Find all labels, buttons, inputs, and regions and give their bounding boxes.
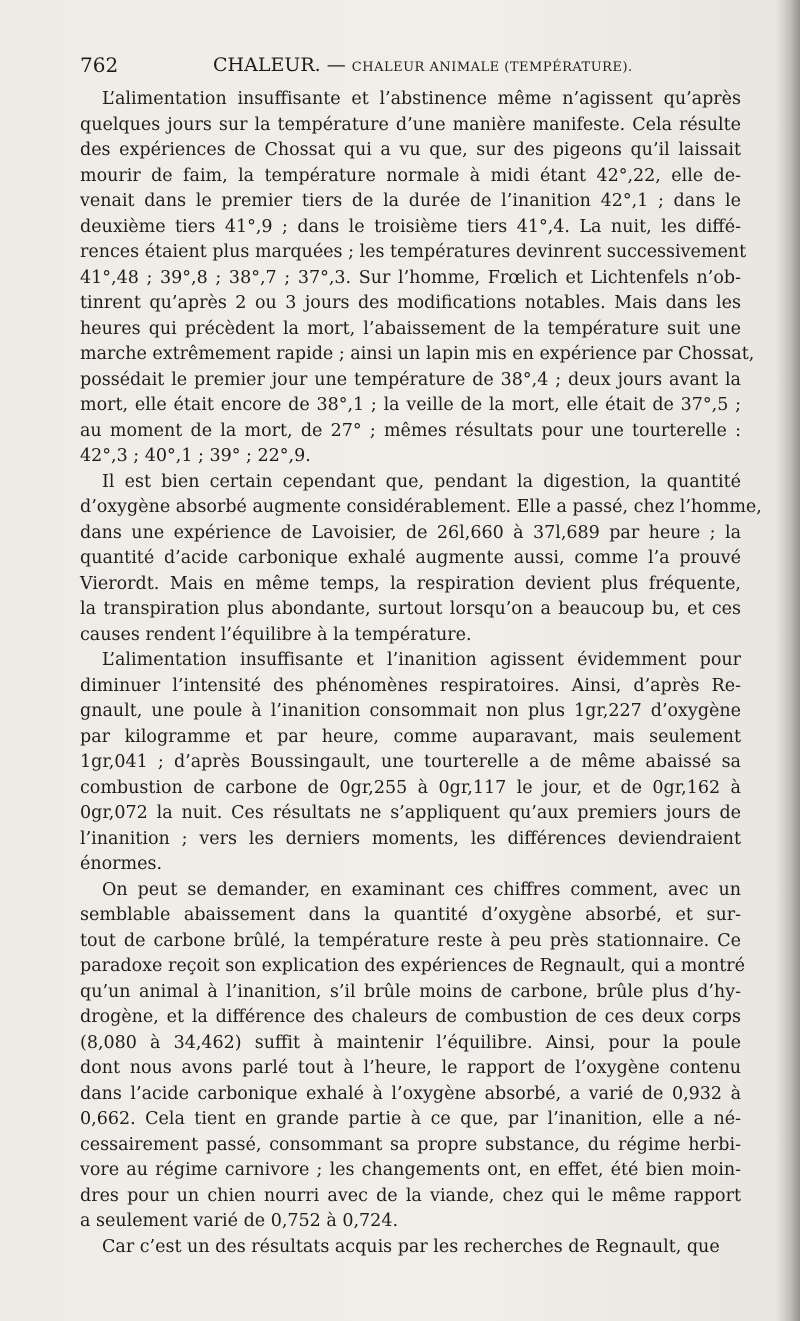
text-line: tout de carbone brûlé, la température reste à peu près stationnaire. Ce xyxy=(80,930,741,951)
text-line: Vierordt. Mais en même temps, la respiration devient plus fréquente, xyxy=(80,573,741,594)
text-line: 42°,3 ; 40°,1 ; 39° ; 22°,9. xyxy=(80,446,311,466)
text-line: quantité d’acide carbonique exhalé augmente aussi, comme l’a prouvé xyxy=(80,548,741,568)
text-line: (8,080 à 34,462) suffit à maintenir l’équilibre. Ainsi, pour la poule xyxy=(80,1032,741,1053)
page-header xyxy=(80,50,740,80)
text-line: cessairement passé, consommant sa propre substance, du régime herbi- xyxy=(80,1134,741,1155)
text-line: diminuer l’intensité des phénomènes respiratoires. Ainsi, d’après Re- xyxy=(80,675,741,696)
text-line: par kilogramme et par heure, comme auparavant, mais seulement xyxy=(80,726,741,747)
text-line: L’alimentation insuffisante et l’abstinence même n’agissent qu’après xyxy=(102,89,741,109)
text-line: Car c’est un des résultats acquis par les recherches de Regnault, que xyxy=(102,1236,720,1257)
page-edge-shadow xyxy=(776,0,800,1321)
text-line: tinrent qu’après 2 ou 3 jours des modifications notables. Mais dans les xyxy=(80,293,741,313)
text-line: semblable abaissement dans la quantité d’oxygène absorbé, et sur- xyxy=(80,905,741,925)
page-number: 762 xyxy=(80,53,119,77)
text-line: combustion de carbone de 0gr,255 à 0gr,117 le jour, et de 0gr,162 à xyxy=(80,777,741,798)
text-line: vore au régime carnivore ; les changements ont, en effet, été bien moin- xyxy=(80,1160,741,1180)
text-line: la transpiration plus abondante, surtout lorsqu’on a beaucoup bu, et ces xyxy=(80,599,741,619)
text-line: l’inanition ; vers les derniers moments, les différences deviendraient xyxy=(80,828,741,849)
text-line: venait dans le premier tiers de la durée de l’inanition 42°,1 ; dans le xyxy=(80,191,741,211)
text-line: marche extrêmement rapide ; ainsi un lapin mis en expérience par Chossat, xyxy=(80,344,755,364)
text-line: deuxième tiers 41°,9 ; dans le troisième tiers 41°,4. La nuit, les diffé- xyxy=(80,216,741,237)
text-line: d’oxygène absorbé augmente considérablement. Elle a passé, chez l’homme, xyxy=(80,497,762,517)
paragraph xyxy=(80,648,741,878)
paragraph xyxy=(80,470,762,649)
text-line: paradoxe reçoit son explication des expériences de Regnault, qui a montré xyxy=(80,956,745,976)
text-line: 41°,48 ; 39°,8 ; 38°,7 ; 37°,3. Sur l’homme, Frœlich et Lichtenfels n’ob- xyxy=(80,267,741,288)
text-line: au moment de la mort, de 27° ; mêmes résultats pour une tourterelle : xyxy=(80,420,741,441)
running-head-title: CHALEUR. xyxy=(213,54,321,76)
text-line: On peut se demander, en examinant ces chiffres comment, avec un xyxy=(102,879,741,900)
text-line: quelques jours sur la température d’une manière manifeste. Cela résulte xyxy=(80,114,741,135)
text-line: L’alimentation insuffisante et l’inanition agissent évidemment pour xyxy=(102,650,741,670)
text-line: dans l’acide carbonique exhalé à l’oxygène absorbé, a varié de 0,932 à xyxy=(80,1083,741,1104)
text-line: gnault, une poule à l’inanition consommait non plus 1gr,227 d’oxygène xyxy=(80,701,741,721)
text-line: possédait le premier jour une température de 38°,4 ; deux jours avant la xyxy=(80,369,741,390)
text-line: rences étaient plus marquées ; les températures devinrent successivement xyxy=(80,242,747,262)
text-line: causes rendent l’équilibre à la température. xyxy=(80,624,472,645)
paragraph xyxy=(80,878,745,1235)
text-line: mort, elle était encore de 38°,1 ; la veille de la mort, elle était de 37°,5 ; xyxy=(80,395,741,415)
text-line: 1gr,041 ; d’après Boussingault, une tourterelle a de même abaissé sa xyxy=(80,752,741,772)
text-line: dont nous avons parlé tout à l’heure, le rapport de l’oxygène contenu xyxy=(80,1058,741,1078)
text-line: dres pour un chien nourri avec de la viande, chez qui le même rapport xyxy=(80,1185,741,1206)
text-line: heures qui précèdent la mort, l’abaissement de la température suit une xyxy=(80,318,741,339)
text-line: 0,662. Cela tient en grande partie à ce que, par l’inanition, elle a né- xyxy=(80,1109,741,1129)
text-line: dans une expérience de Lavoisier, de 26l,660 à 37l,689 par heure ; la xyxy=(80,522,741,543)
text-line: drogène, et la différence des chaleurs de combustion de ces deux corps xyxy=(80,1007,741,1027)
text-line: Il est bien certain cependant que, pendant la digestion, la quantité xyxy=(102,471,741,492)
paragraph xyxy=(80,1235,741,1261)
text-line: 0gr,072 la nuit. Ces résultats ne s’appliquent qu’aux premiers jours de xyxy=(80,803,741,823)
paragraph xyxy=(80,87,755,470)
running-head xyxy=(213,50,633,83)
body-text xyxy=(80,87,762,1260)
running-head-subtitle: CHALEUR ANIMALE (TEMPÉRATURE). xyxy=(351,60,633,75)
running-head-separator: — xyxy=(326,54,346,76)
text-line: qu’un animal à l’inanition, s’il brûle moins de carbone, brûle plus d’hy- xyxy=(80,981,741,1002)
text-line: a seulement varié de 0,752 à 0,724. xyxy=(80,1211,399,1231)
text-line: mourir de faim, la température normale à midi étant 42°,22, elle de- xyxy=(80,165,741,186)
text-line: énormes. xyxy=(80,854,163,874)
text-line: des expériences de Chossat qui a vu que, sur des pigeons qu’il laissait xyxy=(80,140,741,160)
